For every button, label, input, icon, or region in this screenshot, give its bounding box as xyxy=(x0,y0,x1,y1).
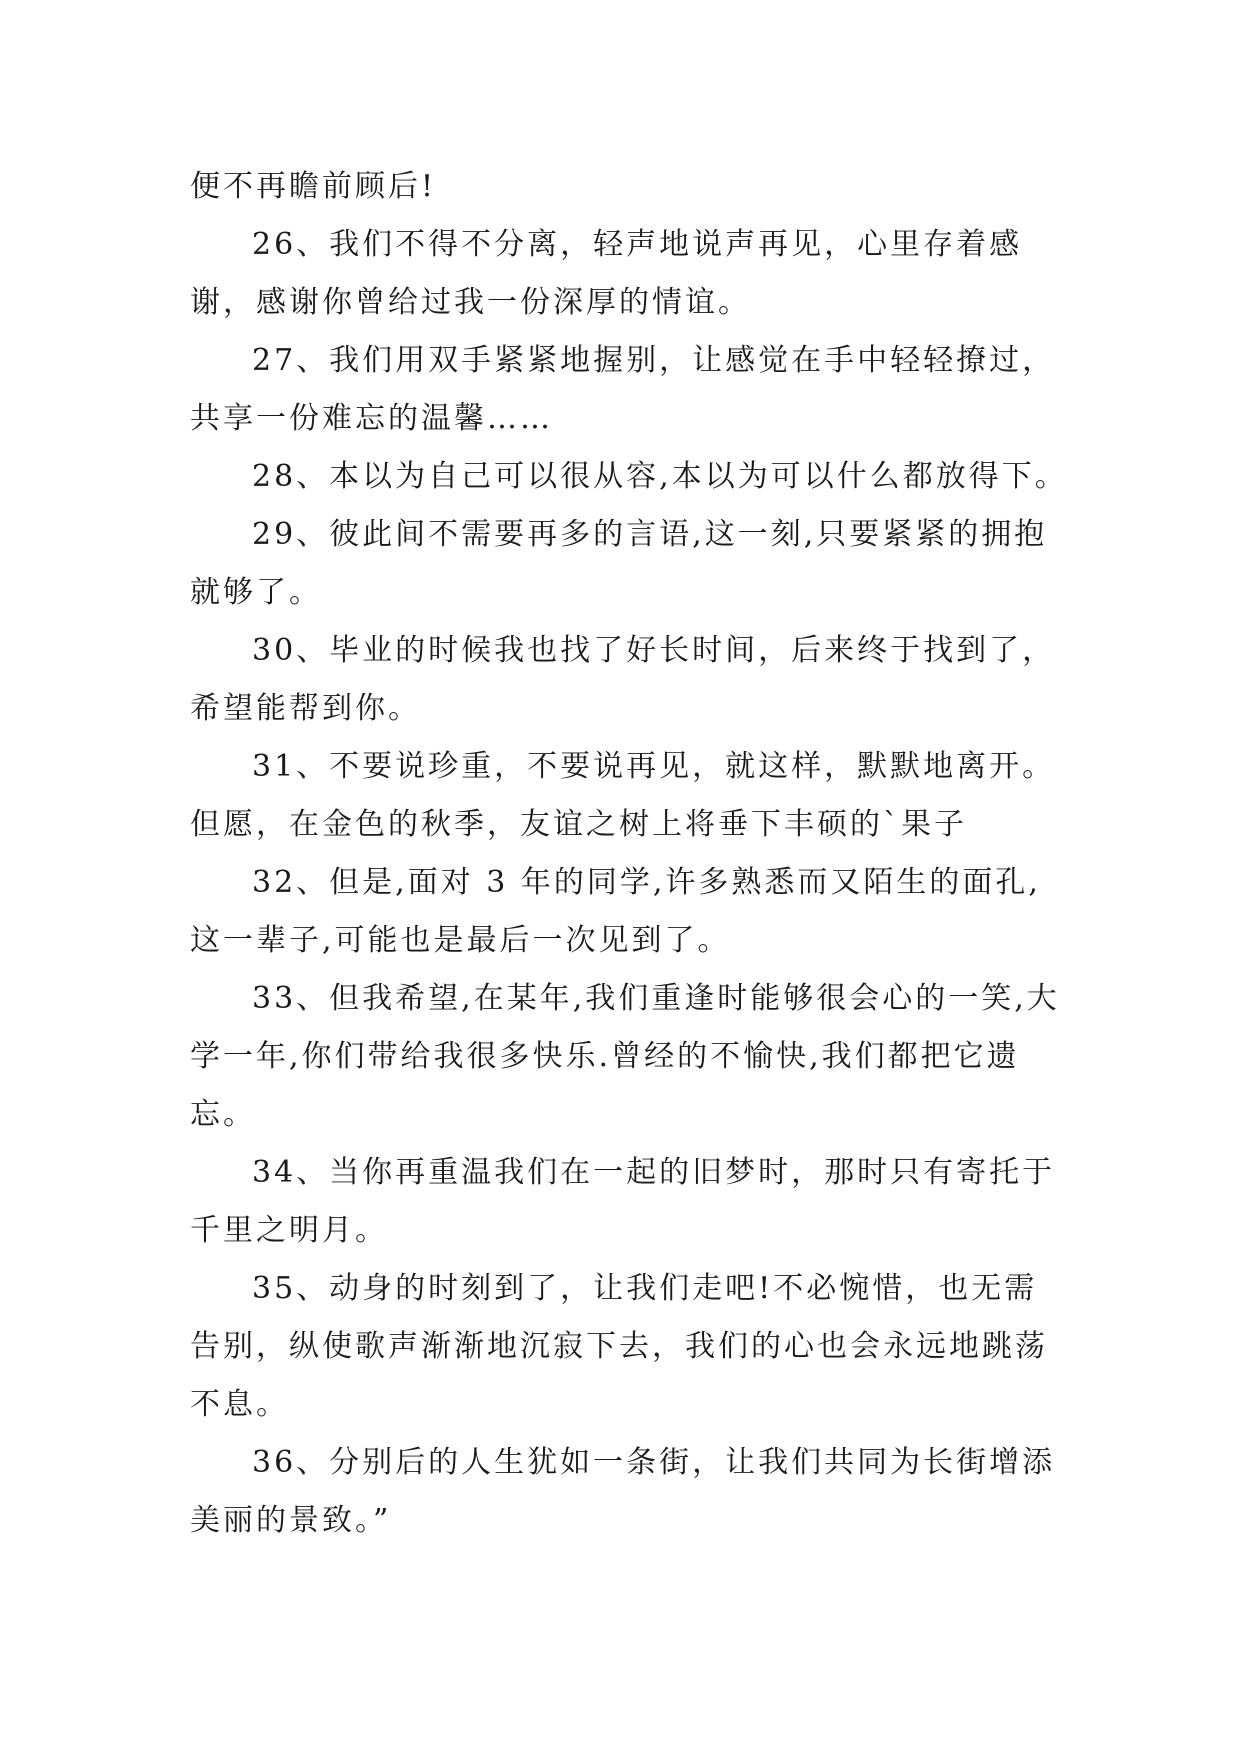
paragraph-30: 30、毕业的时候我也找了好长时间，后来终于找到了，希望能帮到你。 xyxy=(190,633,1056,726)
paragraph-27: 27、我们用双手紧紧地握别，让感觉在手中轻轻撩过，共享一份难忘的温馨…… xyxy=(190,343,1056,436)
paragraph-29: 29、彼此间不需要再多的言语,这一刻,只要紧紧的拥抱就够了。 xyxy=(190,517,1048,610)
paragraph-35: 35、动身的时刻到了，让我们走吧!不必惋惜，也无需告别，纵使歌声渐渐地沉寂下去，我们的心也会永远地跳荡不息。 xyxy=(190,1271,1048,1422)
paragraph-33: 33、但我希望,在某年,我们重逢时能够很会心的一笑,大学一年,你们带给我很多快乐.曾经的不愉快,我们都把它遗忘。 xyxy=(190,981,1060,1132)
paragraph-32: 32、但是,面对 3 年的同学,许多熟悉而又陌生的面孔,这一辈子,可能也是最后一次见到了。 xyxy=(190,865,1041,958)
paragraph-36: 36、分别后的人生犹如一条街，让我们共同为长街增添美丽的景致。” xyxy=(190,1445,1056,1538)
document-body xyxy=(190,158,1070,1550)
paragraph-28: 28、本以为自己可以很从容,本以为可以什么都放得下。 xyxy=(252,459,1068,494)
paragraph-31: 31、不要说珍重，不要说再见，就这样，默默地离开。但愿，在金色的秋季，友谊之树上将垂下丰硕的`果子 xyxy=(190,749,1056,842)
paragraph-26: 26、我们不得不分离，轻声地说声再见，心里存着感谢，感谢你曾给过我一份深厚的情谊。 xyxy=(190,227,1023,320)
paragraph-continuation: 便不再瞻前顾后! xyxy=(190,169,437,204)
paragraph-34: 34、当你再重温我们在一起的旧梦时，那时只有寄托于千里之明月。 xyxy=(190,1155,1056,1248)
